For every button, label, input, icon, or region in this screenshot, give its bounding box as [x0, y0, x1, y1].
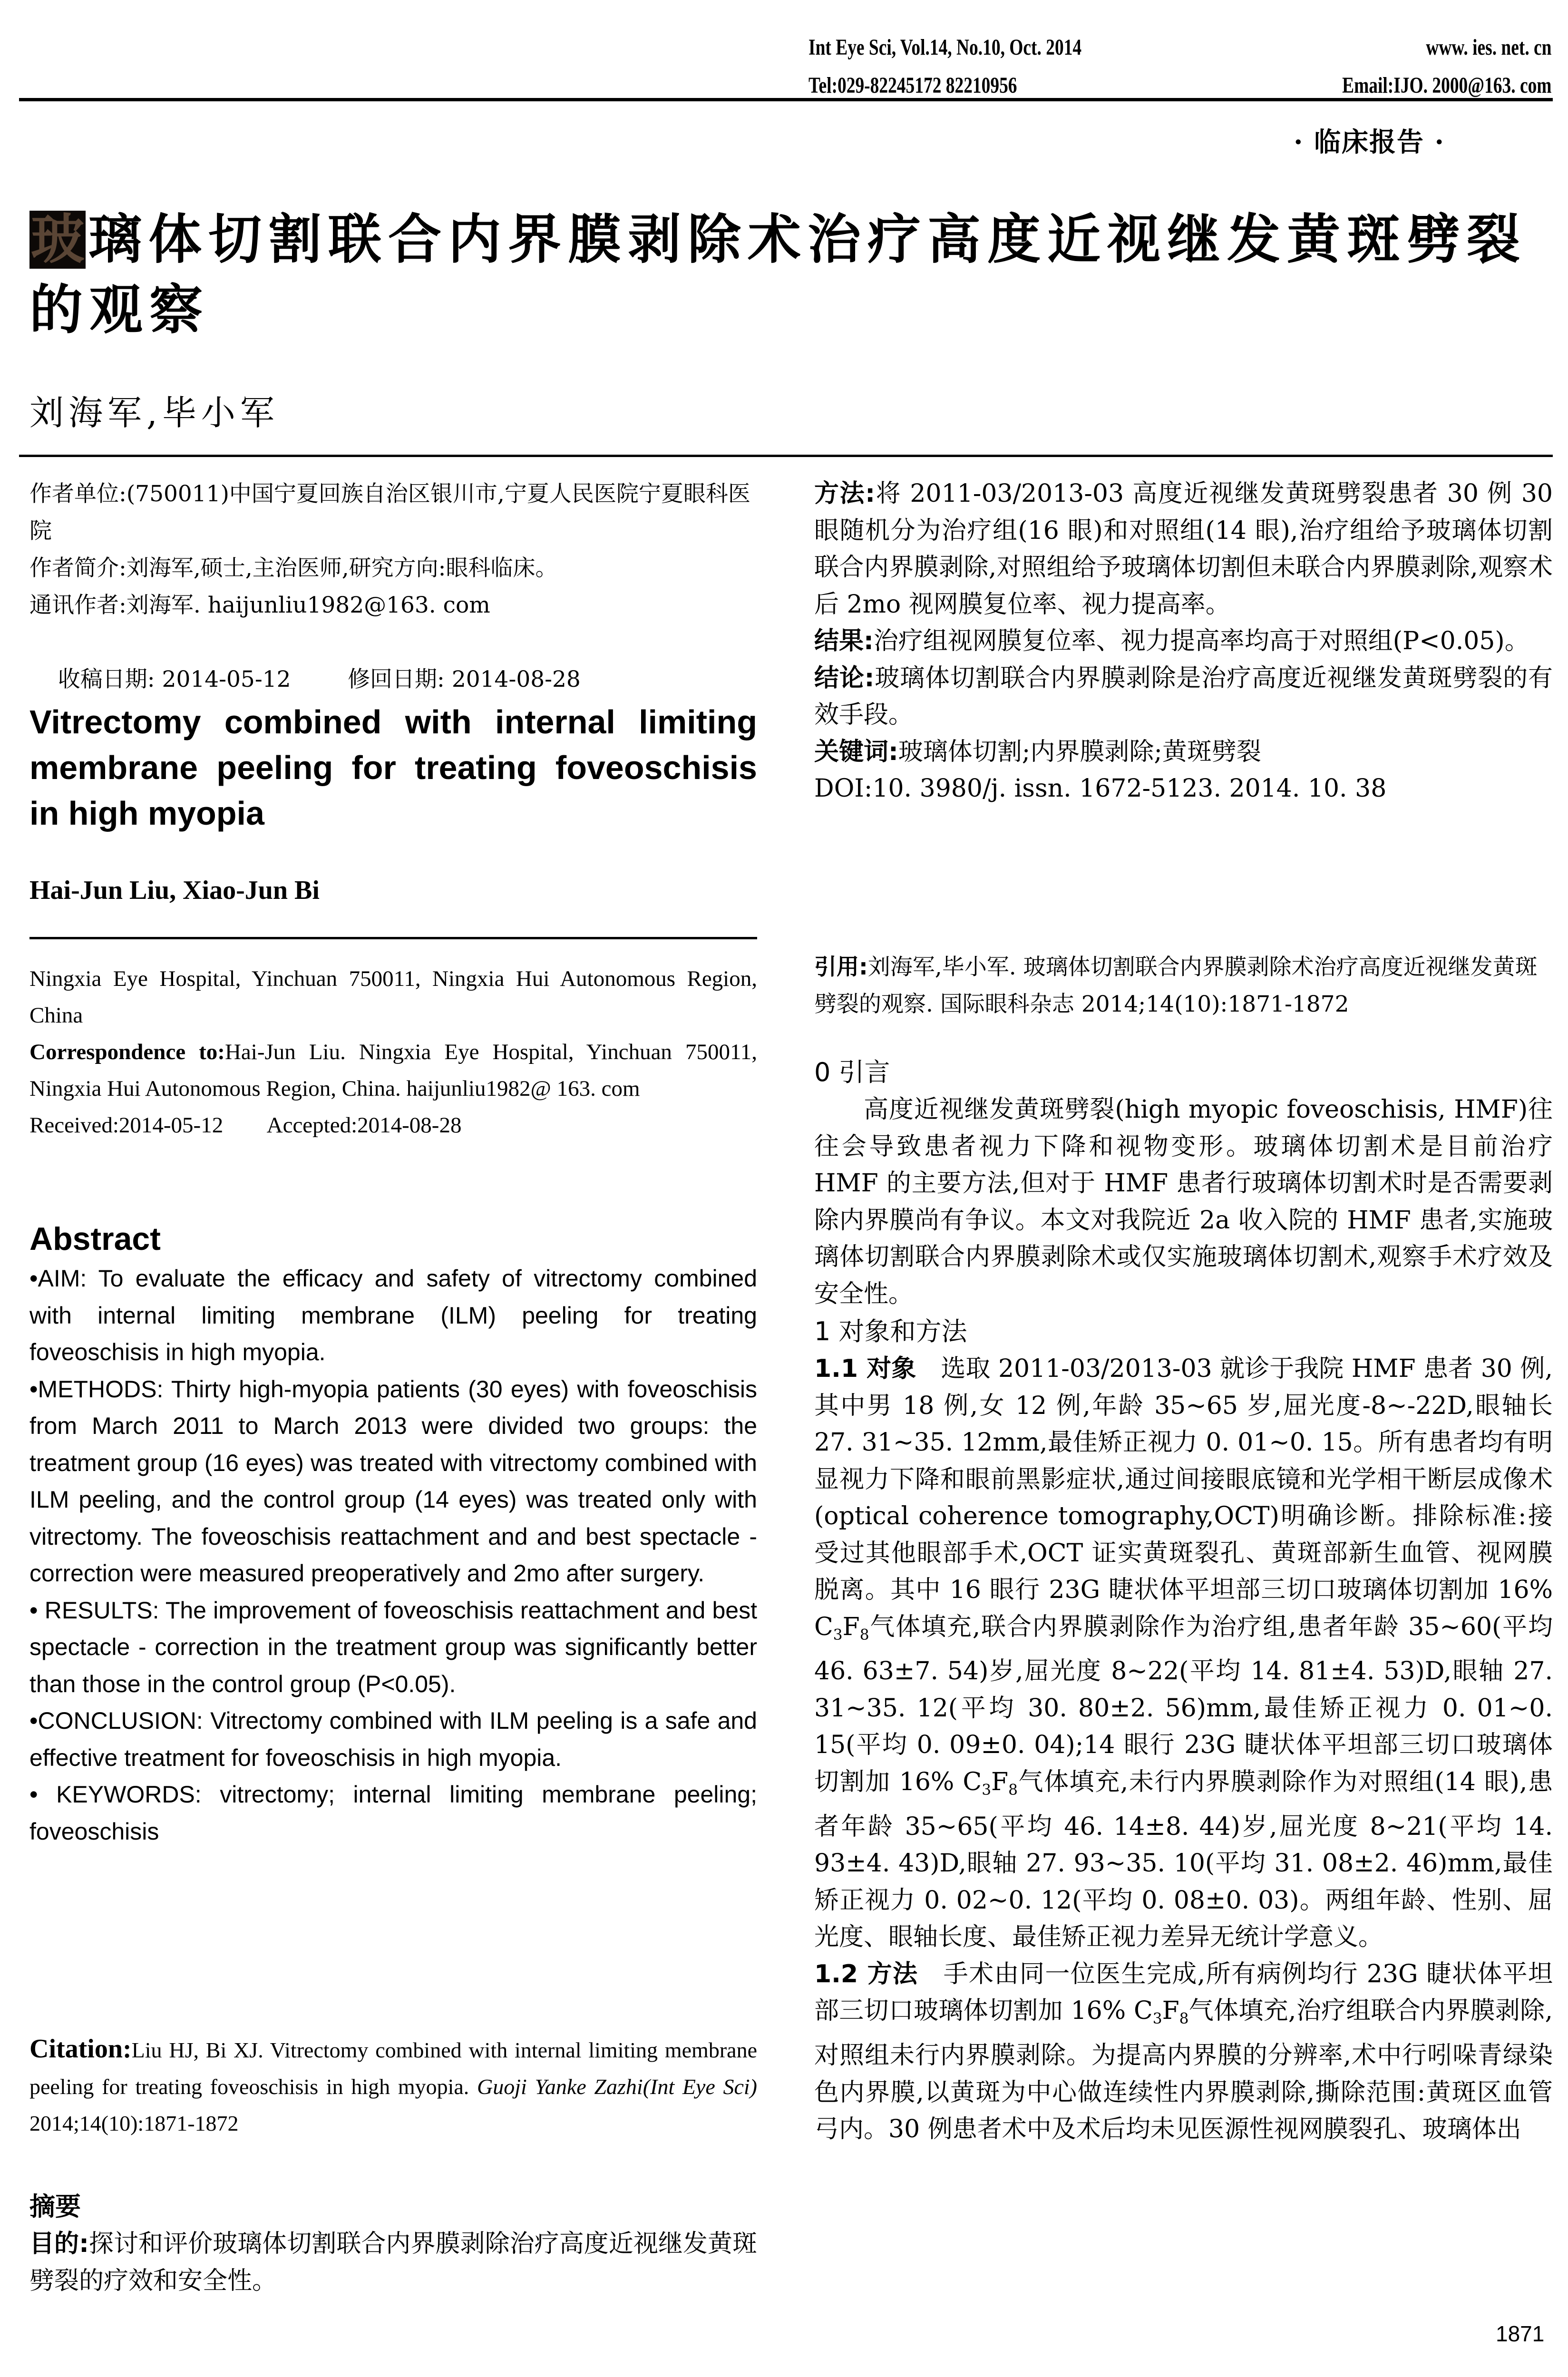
article-title-en: Vitrectomy combined with internal limiting membrane peeling for treating foveoschisis in high myopia: [29, 703, 757, 832]
abstract-cn-intro: [29, 2188, 757, 2299]
abstract-cn: [814, 476, 1553, 808]
subjects-heading: 1.1 对象: [814, 1354, 916, 1383]
doi[interactable]: DOI:10. 3980/j. issn. 1672-5123. 2014. 10. 38: [814, 774, 1387, 803]
citation-en: Citation:Liu HJ, Bi XJ. Vitrectomy combined with internal limiting membrane peeling for treating foveoschisis in high myopia. Guoji Yanke Zazhi(Int Eye Sci) 2014;14(10):1871-1872: [29, 2034, 757, 2135]
title-text: 璃体切割联合内界膜剥除术治疗高度近视继发黄斑劈裂的观察: [29, 209, 1527, 341]
received-date-cn: 收稿日期: 2014-05-12: [58, 666, 291, 692]
running-header: [808, 29, 1553, 105]
author-affiliation-cn: 作者单位:(750011)中国宁夏回族自治区银川市,宁夏人民医院宁夏眼科医院: [29, 481, 750, 544]
page-number: 1871: [1496, 2321, 1545, 2346]
corresponding-author-cn: 通讯作者:刘海军. haijunliu1982@163. com: [29, 592, 490, 618]
procedure-heading: 1.2 方法: [814, 1959, 918, 1988]
affiliation-en: Ningxia Eye Hospital, Yinchuan 750011, Ningxia Hui Autonomous Region, China: [29, 966, 757, 1028]
authors-rule: [29, 937, 757, 939]
abstract-results: • RESULTS: The improvement of foveoschisis reattachment and best spectacle - correction in the treatment group was significantly better than those in the control group (P<0.05).: [29, 1597, 757, 1697]
journal-tel: Tel:029-82245172 82210956: [808, 73, 1017, 98]
subjects-paragraph: 1.1 对象 选取 2011-03/2013-03 就诊于我院 HMF 患者 30 例,其中男 18 例,女 12 例,年龄 35~65 岁,屈光度-8~-22D,眼轴长 27. 31~35. 12mm,最佳矫正视力 0. 01~0. 15。所有患者均有明显视力下降和眼前黑影症状,通过间接眼底镜和光学相干断层成像术(optical coherence tomography,OCT)明确诊断。排除标准:接受过其他眼部手术,OCT 证实黄斑裂孔、黄斑部新生血管、视网膜脱离。其中 16 眼行 23G 睫状体平坦部三切口玻璃体切割加 16% $C_3F_8$气体填充,联合内界膜剥除作为治疗组,患者年龄 35~60(平均 46. 63±7. 54)岁,屈光度 8~22(平均 14. 81±4. 53)D,眼轴 27. 31~35. 12(平均 30. 80±2. 56)mm,最佳矫正视力 0. 01~0. 15(平均 0. 09±0. 04);14 眼行 23G 睫状体平坦部三切口玻璃体切割加 16% $C_3F_8$气体填充,未行内界膜剥除作为对照组(14 眼),患者年龄 35~65(平均 46. 14±8. 44)岁,屈光度 8~21(平均 14. 93±4. 43)D,眼轴 27. 93~35. 10(平均 31. 08±2. 46)mm,最佳矫正视力 0. 02~0. 12(平均 0. 08±0. 03)。两组年龄、性别、屈光度、眼轴长度、最佳矫正视力差异无统计学意义。: [814, 1354, 1553, 1952]
citation-cn: 引用:刘海军,毕小军. 玻璃体切割联合内界膜剥除术治疗高度近视继发黄斑劈裂的观察. 国际眼科杂志 2014;14(10):1871-1872: [814, 954, 1538, 1017]
journal-email[interactable]: Email:IJO. 2000@163. com: [1342, 73, 1552, 98]
procedure-paragraph: 1.2 方法 手术由同一位医生完成,所有病例均行 23G 睫状体平坦部三切口玻璃体切割加 16% $C_3F_8$气体填充,治疗组联合内界膜剥除,对照组未行内界膜剥除。为提高内界膜的分辨率,术中行吲哚青绿染色内界膜,以黄斑为中心做连续性内界膜剥除,撕除范围:黄斑区血管弓内。30 例患者术中及术后均未见医源性视网膜裂孔、玻璃体出: [814, 1959, 1553, 2144]
article-title-cn: [29, 205, 1551, 345]
abstract-conclusion: •CONCLUSION: Vitrectomy combined with ILM peeling is a safe and effective treatment for foveoschisis in high myopia.: [29, 1707, 757, 1771]
methods-heading: 1 对象和方法: [814, 1316, 967, 1346]
author-info-cn: [29, 476, 757, 735]
header-rule: [19, 98, 1553, 101]
revised-date-cn: 修回日期: 2014-08-28: [348, 666, 581, 692]
authors-en: Hai-Jun Liu, Xiao-Jun Bi: [29, 876, 320, 905]
authors-cn: 刘海军,毕小军: [29, 393, 279, 433]
intro-heading: 0 引言: [814, 1057, 890, 1087]
affiliation-block-en: [29, 961, 757, 1144]
article-body: [814, 1053, 1553, 2148]
abstract-cn-heading: 摘要: [29, 2192, 81, 2221]
citation-journal: Guoji Yanke Zazhi(Int Eye Sci): [477, 2075, 757, 2099]
abstract-cn-methods: 方法:将 2011-03/2013-03 高度近视继发黄斑劈裂患者 30 例 30 眼随机分为治疗组(16 眼)和对照组(14 眼),治疗组给予玻璃体切割联合内界膜剥除,对照组给予玻璃体切割但未联合内界膜剥除,观察术后 2mo 视网膜复位率、视力提高率。: [814, 479, 1553, 619]
abstract-aim: •AIM: To evaluate the efficacy and safety of vitrectomy combined with internal limiting membrane (ILM) peeling for treating foveoschisis in high myopia.: [29, 1265, 757, 1365]
title-dropcap: 玻: [29, 211, 86, 269]
section-tag: · 临床报告 ·: [1294, 127, 1445, 158]
journal-website[interactable]: www. ies. net. cn: [1426, 35, 1552, 60]
abstract-cn-keywords: 关键词:玻璃体切割;内界膜剥除;黄斑劈裂: [814, 737, 1261, 766]
correspondence-en: Correspondence to:Hai-Jun Liu. Ningxia Eye Hospital, Yinchuan 750011, Ningxia Hui Autonomous Region, China. haijunliu1982@ 163. com: [29, 1040, 757, 1101]
dates-en: Received:2014-05-12 Accepted:2014-08-28: [29, 1113, 462, 1138]
abstract-cn-aim: 目的:探讨和评价玻璃体切割联合内界膜剥除治疗高度近视继发黄斑劈裂的疗效和安全性。: [29, 2230, 757, 2295]
author-bio-cn: 作者简介:刘海军,硕士,主治医师,研究方向:眼科临床。: [29, 555, 558, 581]
abstract-cn-conclusion: 结论:玻璃体切割联合内界膜剥除是治疗高度近视继发黄斑劈裂的有效手段。: [814, 663, 1553, 729]
abstract-cn-results: 结果:治疗组视网膜复位率、视力提高率均高于对照组(P<0.05)。: [814, 627, 1529, 655]
citation-label: Citation:: [29, 2034, 132, 2064]
abstract-heading: Abstract: [29, 1221, 161, 1257]
abstract-keywords: • KEYWORDS: vitrectomy; internal limiting membrane peeling; foveoschisis: [29, 1781, 757, 1845]
intro-paragraph: 高度近视继发黄斑劈裂(high myopic foveoschisis, HMF)往往会导致患者视力下降和视物变形。玻璃体切割术是目前治疗 HMF 的主要方法,但对于 HMF 患者行玻璃体切割术时是否需要剥除内界膜尚有争议。本文对我院近 2a 收入院的 HMF 患者,实施玻璃体切割联合内界膜剥除术或仅实施玻璃体切割术,观察手术疗效及安全性。: [814, 1095, 1553, 1308]
abstract-en: [29, 1218, 757, 1850]
journal-issue-line: Int Eye Sci, Vol.14, No.10, Oct. 2014: [808, 35, 1082, 60]
abstract-methods: •METHODS: Thirty high-myopia patients (30 eyes) with foveoschisis from March 2011 to March 2013 were divided two groups: the treatment group (16 eyes) was treated with vitrectomy combined with ILM peeling, and the control group (14 eyes) was treated only with vitrectomy. The foveoschisis reattachment and and best spectacle - correction were measured preoperatively and 2mo after surgery.: [29, 1375, 757, 1587]
title-rule: [19, 455, 1553, 457]
